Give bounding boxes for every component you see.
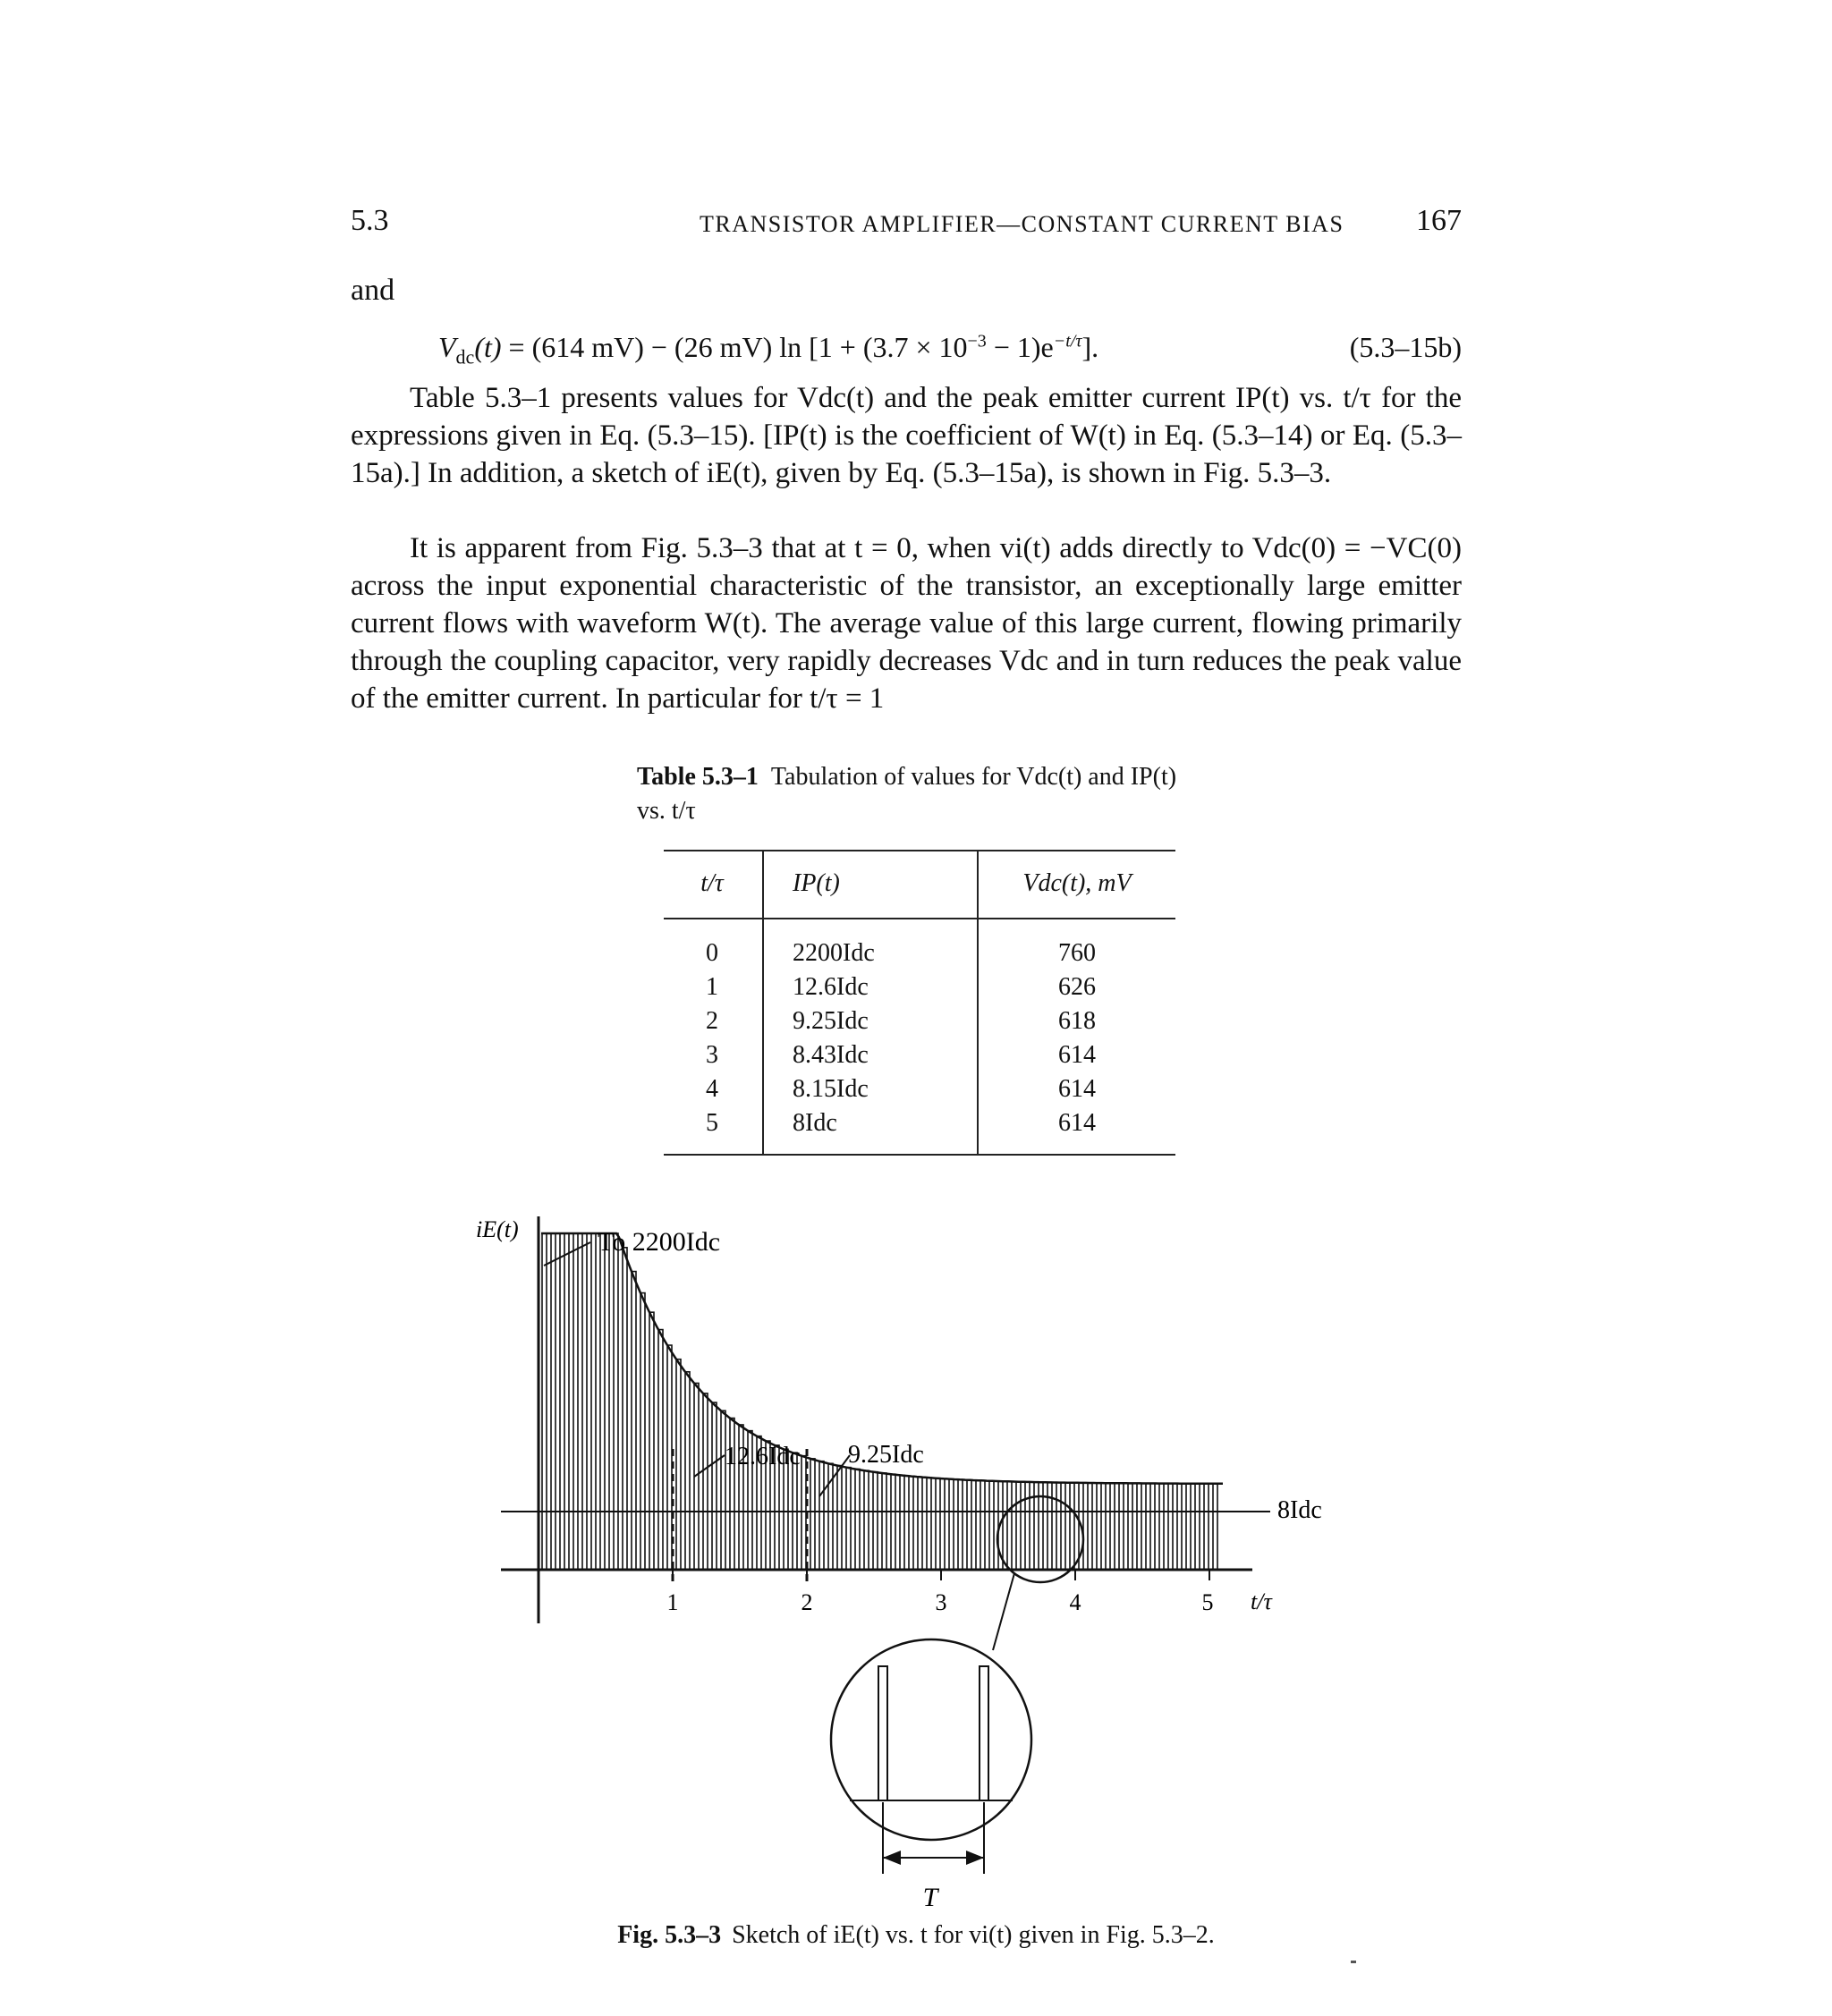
pulse (712, 1402, 717, 1570)
pulse (578, 1233, 582, 1570)
pulse (658, 1330, 663, 1570)
figure-caption-text: Sketch of iE(t) vs. t for vi(t) given in Fig. 5.3–2. (732, 1921, 1215, 1949)
pulse (837, 1466, 842, 1570)
paragraph-1 (351, 379, 1462, 492)
pulse (632, 1272, 636, 1570)
eq-lhs-sub: dc (455, 345, 475, 368)
pulse (882, 1473, 886, 1570)
pulse (918, 1477, 922, 1570)
pulse (1159, 1484, 1164, 1570)
pulse (703, 1393, 708, 1570)
pulse (596, 1233, 600, 1570)
pulse (730, 1419, 734, 1570)
figure-caption (0, 1921, 1832, 1950)
pulse (623, 1248, 627, 1570)
pulse (1016, 1482, 1021, 1570)
pulse (1088, 1483, 1092, 1570)
pulse (721, 1410, 725, 1570)
running-head (351, 204, 1462, 249)
zoom-pulse (980, 1666, 988, 1800)
pulse (667, 1345, 672, 1570)
data-table (664, 850, 1175, 1154)
pulse (989, 1481, 994, 1570)
x-tick-label: 3 (935, 1589, 947, 1615)
x-tick-label: 2 (801, 1589, 813, 1615)
pulse (1034, 1482, 1039, 1570)
pulse (891, 1474, 895, 1570)
table-top-rule (664, 850, 1175, 851)
table-col-divider-1 (762, 850, 764, 1154)
table-cell: 8Idc (793, 1109, 837, 1137)
table-cell: 2 (706, 1007, 718, 1035)
pulse (980, 1480, 985, 1570)
table-cell: 9.25Idc (793, 1007, 869, 1035)
peak-annotation: To 2200Idc (598, 1227, 721, 1257)
pulse (1007, 1481, 1012, 1570)
pulse (1195, 1484, 1200, 1570)
x-axis-label: t/τ (1251, 1588, 1272, 1614)
table-cell: 2200Idc (793, 939, 875, 967)
paragraph-1-text: Table 5.3–1 presents values for Vdc(t) and the peak emitter current IP(t) vs. t/τ for the expressions given in Eq. (5.3–15). [IP(t) is the coefficient of W(t) in Eq. (5.3–14) or Eq. (5.3–15a).] In addition, a sketch of iE(t), given by Eq. (5.3–15a), is shown in Fig. 5.3–3. (351, 382, 1462, 489)
asymptote-annotation: 8Idc (1277, 1496, 1322, 1524)
pulse (1097, 1483, 1101, 1570)
table-caption-text: Tabulation of values for Vdc(t) and IP(t) vs. t/τ (637, 763, 1177, 825)
figure-5-3-3 (465, 1212, 1360, 1910)
eq-rhs-close: ]. (1081, 331, 1099, 363)
lead-word: and (351, 274, 395, 307)
period-label: T (922, 1883, 938, 1910)
table-cell: 12.6Idc (793, 973, 869, 1001)
eq-lhs-arg: (t) (474, 331, 502, 363)
x-tick-label: 4 (1069, 1589, 1081, 1615)
arrowhead-left (883, 1851, 901, 1865)
pulse (1213, 1484, 1217, 1570)
pulse (614, 1233, 618, 1570)
eq-rhs-tail-exp: −t/τ (1053, 331, 1082, 352)
table-cell: 4 (706, 1075, 718, 1103)
ie-waveform-sketch (465, 1212, 1360, 1910)
paragraph-2 (351, 529, 1462, 717)
pulse-train (542, 1233, 1217, 1570)
eq-lhs: V (438, 331, 456, 363)
pulse (1168, 1484, 1173, 1570)
pulse (1106, 1483, 1110, 1570)
table-cell: 618 (1058, 1007, 1096, 1035)
table-header-vdc: Vdc(t), mV (1022, 869, 1132, 897)
pulse (1186, 1484, 1191, 1570)
table-cell: 0 (706, 939, 718, 967)
pulse (963, 1479, 967, 1570)
pulse (685, 1372, 690, 1570)
print-speck (1351, 1961, 1356, 1963)
eq-rhs-exp: −3 (967, 331, 987, 352)
pulse (1204, 1484, 1209, 1570)
pulse (846, 1468, 851, 1570)
pulse (1124, 1483, 1128, 1570)
pulse (909, 1476, 913, 1570)
annotation-t2: 9.25Idc (848, 1441, 924, 1469)
equation-number: (5.3–15b) (1349, 331, 1462, 363)
paragraph-2-text: It is apparent from Fig. 5.3–3 that at t = 0, when vi(t) adds directly to Vdc(0) = −VC(0) across the input exponential characteristic of the transistor, an exceptionally large emitter current flows with waveform W(t). The average value of this large current, flowing primarily through the coupling capacitor, very rapidly decreases Vdc and in turn reduces the peak value of the emitter current. In particular for t/τ = 1 (351, 532, 1462, 715)
pulse (1070, 1483, 1074, 1570)
x-tick-label: 1 (666, 1589, 679, 1615)
table-bottom-rule (664, 1154, 1175, 1156)
table-header-t-tau: t/τ (700, 869, 724, 897)
pulse (971, 1480, 976, 1570)
pulse (587, 1233, 591, 1570)
pulse (569, 1233, 573, 1570)
pulse (1025, 1482, 1030, 1570)
pulse (676, 1360, 681, 1570)
section-number: 5.3 (351, 204, 389, 237)
pulse (1177, 1484, 1182, 1570)
annotation-t1: 12.6Idc (725, 1443, 801, 1470)
table-cell: 626 (1058, 973, 1096, 1001)
table-cell: 614 (1058, 1075, 1096, 1103)
y-axis-label: iE(t) (476, 1216, 519, 1242)
pulse (1052, 1482, 1056, 1570)
pulse (551, 1233, 556, 1570)
page-number: 167 (1416, 204, 1462, 237)
table-cell: 3 (706, 1041, 718, 1069)
table-cell: 1 (706, 973, 718, 1001)
table-cell: 614 (1058, 1109, 1096, 1137)
chapter-title: TRANSISTOR AMPLIFIER—CONSTANT CURRENT BIAS (700, 211, 1344, 237)
pulse (560, 1233, 564, 1570)
pulse (873, 1472, 878, 1570)
pulse (954, 1479, 958, 1570)
x-tick-label: 5 (1201, 1589, 1214, 1615)
eq-rhs: = (614 mV) − (26 mV) ln [1 + (3.7 × 10 (501, 331, 968, 363)
pulse (900, 1475, 904, 1570)
table-label: Table 5.3–1 (637, 763, 759, 791)
table-caption (637, 760, 1209, 828)
pulse (819, 1461, 824, 1570)
pulse (802, 1456, 806, 1570)
pulse (936, 1478, 940, 1570)
pulse (605, 1233, 609, 1570)
equation-5-3-15b (438, 331, 1098, 368)
table-cell: 8.15Idc (793, 1075, 869, 1103)
zoom-circle-large (831, 1639, 1031, 1840)
table-header-rule (664, 918, 1175, 919)
table-cell: 760 (1058, 939, 1096, 967)
table-header-ip: IP(t) (793, 869, 840, 897)
pulse (1061, 1483, 1065, 1570)
table-cell: 5 (706, 1109, 718, 1137)
pulse (542, 1233, 547, 1570)
pulse (855, 1470, 860, 1570)
pulse (649, 1312, 654, 1570)
table-cell: 614 (1058, 1041, 1096, 1069)
pulse (1115, 1483, 1119, 1570)
pulse (1132, 1483, 1137, 1570)
pulse (1150, 1484, 1155, 1570)
arrowhead-right (966, 1851, 984, 1865)
pulse (810, 1459, 815, 1570)
figure-label: Fig. 5.3–3 (617, 1921, 722, 1949)
pulse (945, 1478, 949, 1570)
eq-rhs-tail: − 1)e (986, 331, 1054, 363)
pulse (640, 1293, 645, 1570)
zoom-leader-line (993, 1573, 1014, 1650)
pulse (1141, 1483, 1146, 1570)
zoom-pulse (878, 1666, 887, 1800)
pulse (864, 1470, 869, 1570)
table-cell: 8.43Idc (793, 1041, 869, 1069)
pulse (927, 1478, 931, 1570)
